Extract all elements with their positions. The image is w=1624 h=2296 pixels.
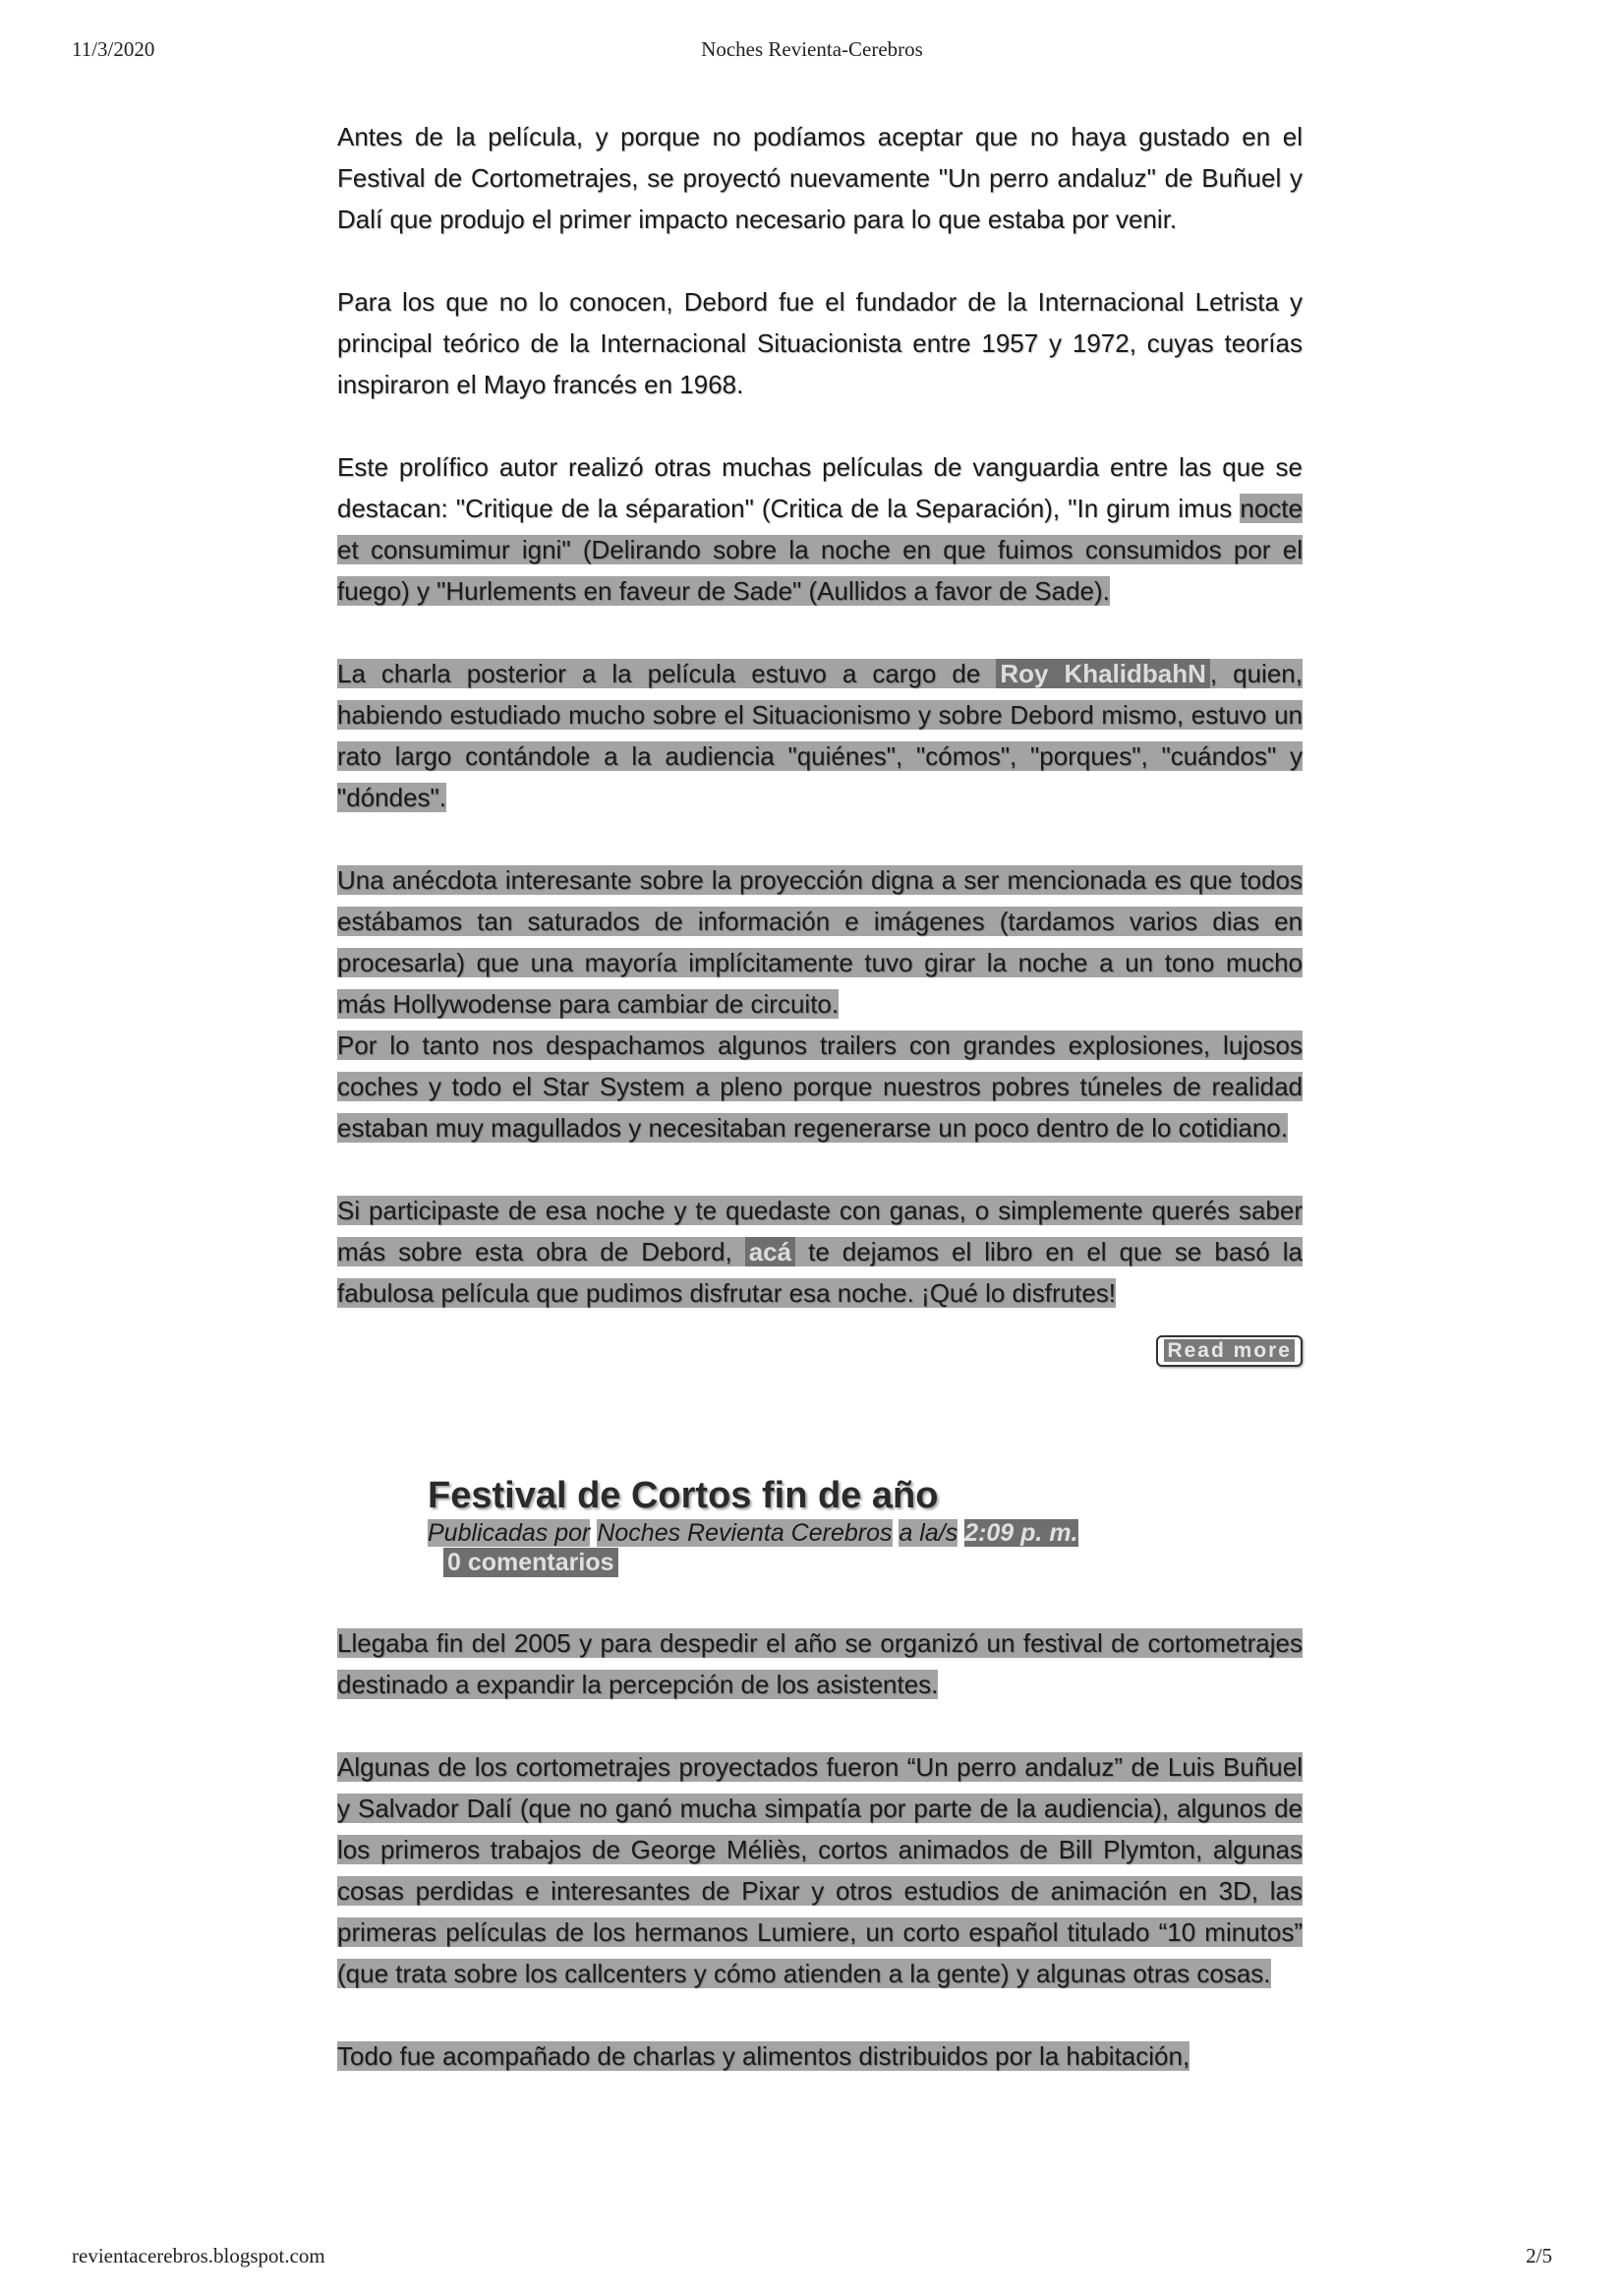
meta-published-by: Publicadas por <box>428 1519 591 1547</box>
read-more-button[interactable] <box>1156 1335 1303 1367</box>
post-paragraph <box>337 1190 1303 1314</box>
selected-text: Si participaste de esa noche y te quedaste con ganas, o simplemente querés saber más sobre esta obra de Debord, <box>337 1196 1303 1266</box>
selected-text: Todo fue acompañado de charlas y alimentos distribuidos por la habitación, <box>337 2041 1190 2071</box>
post-time-link[interactable]: 2:09 p. m. <box>964 1519 1078 1547</box>
print-page-title: Noches Revienta-Cerebros <box>701 37 923 61</box>
print-date: 11/3/2020 <box>72 37 155 61</box>
print-header <box>0 37 1624 77</box>
post-paragraph <box>337 859 1303 1025</box>
book-link[interactable]: acá <box>745 1237 795 1266</box>
post-title[interactable]: Festival de Cortos fin de año <box>428 1475 939 1516</box>
roy-khalidbahn-link[interactable]: Roy KhalidbahN <box>996 659 1210 688</box>
comments-link[interactable]: 0 comentarios <box>443 1548 618 1577</box>
selected-text: Llegaba fin del 2005 y para despedir el año se organizó un festival de cortometrajes destinado a expandir la percepción de los asistentes. <box>337 1628 1303 1699</box>
post-paragraph <box>337 281 1303 405</box>
post-paragraph <box>337 653 1303 818</box>
selected-text: , quien, habiendo estudiado mucho sobre el Situacionismo y sobre Debord mismo, estuvo un rato largo contándole a la audiencia "quiénes", "cómos", "porques", "cuándos" y "dóndes". <box>337 659 1303 812</box>
selected-text: Algunas de los cortometrajes proyectados fueron “Un perro andaluz” de Luis Buñuel y Salvador Dalí (que no ganó mucha simpatía por parte de la audiencia), algunos de los primeros trabajos de George Méliès, cortos animados de Bill Plymton, algunas cosas perdidas e interesantes de Pixar y otros estudios de animación en 3D, las primeras películas de los hermanos Lumiere, un corto español titulado “10 minutos” (que trata sobre los callcenters y cómo atienden a la gente) y algunas otras cosas. <box>337 1752 1303 1988</box>
print-page-number: 2/5 <box>1526 2244 1552 2267</box>
selected-text: Una anécdota interesante sobre la proyección digna a ser mencionada es que todos estábamos tan saturados de información e imágenes (tardamos varios dias en procesarla) que una mayoría implícitamente tuvo girar la noche a un tono mucho más Hollywodense para cambiar de circuito. <box>337 865 1303 1019</box>
paragraph-text: Este prolífico autor realizó otras muchas películas de vanguardia entre las que se destacan: "Critique de la séparation" (Critica de la Separación), "In girum imus <box>337 452 1303 523</box>
meta-at: a la/s <box>899 1519 958 1547</box>
post-meta <box>428 1518 1303 1577</box>
post-paragraph <box>337 1622 1303 1705</box>
post-paragraph <box>337 2035 1303 2077</box>
print-url: revientacerebros.blogspot.com <box>72 2244 325 2267</box>
selected-text: nocte et consumimur igni" (Delirando sobre la noche en que fuimos consumidos por el fuego) y "Hurlements en faveur de Sade" (Aullidos a favor de Sade). <box>337 494 1303 606</box>
selected-text: La charla posterior a la película estuvo a cargo de <box>337 659 997 688</box>
print-footer <box>0 2244 1624 2283</box>
post-paragraph <box>337 446 1303 612</box>
read-more-container <box>337 1335 1303 1375</box>
blog-content <box>337 116 1303 2118</box>
read-more-label: Read more <box>1164 1339 1295 1362</box>
post-paragraph <box>337 1746 1303 1994</box>
meta-author: Noches Revienta Cerebros <box>597 1519 893 1547</box>
post-body <box>337 1622 1303 2077</box>
post-paragraph <box>337 116 1303 240</box>
post-paragraph <box>337 1025 1303 1148</box>
selected-text: Por lo tanto nos despachamos algunos trailers con grandes explosiones, lujosos coches y todo el Star System a pleno porque nuestros pobres túneles de realidad estaban muy magullados y necesitaban regenerarse un poco dentro de lo cotidiano. <box>337 1030 1303 1143</box>
paragraph-text: Antes de la película, y porque no podíamos aceptar que no haya gustado en el Festival de Cortometrajes, se proyectó nuevamente "Un perro andaluz" de Buñuel y Dalí que produjo el primer impacto necesario para lo que estaba por venir. <box>337 122 1303 234</box>
paragraph-text: Para los que no lo conocen, Debord fue el fundador de la Internacional Letrista y principal teórico de la Internacional Situacionista entre 1957 y 1972, cuyas teorías inspiraron el Mayo francés en 1968. <box>337 287 1303 399</box>
selected-text: te dejamos el libro en el que se basó la fabulosa película que pudimos disfrutar esa noche. ¡Qué lo disfrutes! <box>337 1237 1303 1308</box>
